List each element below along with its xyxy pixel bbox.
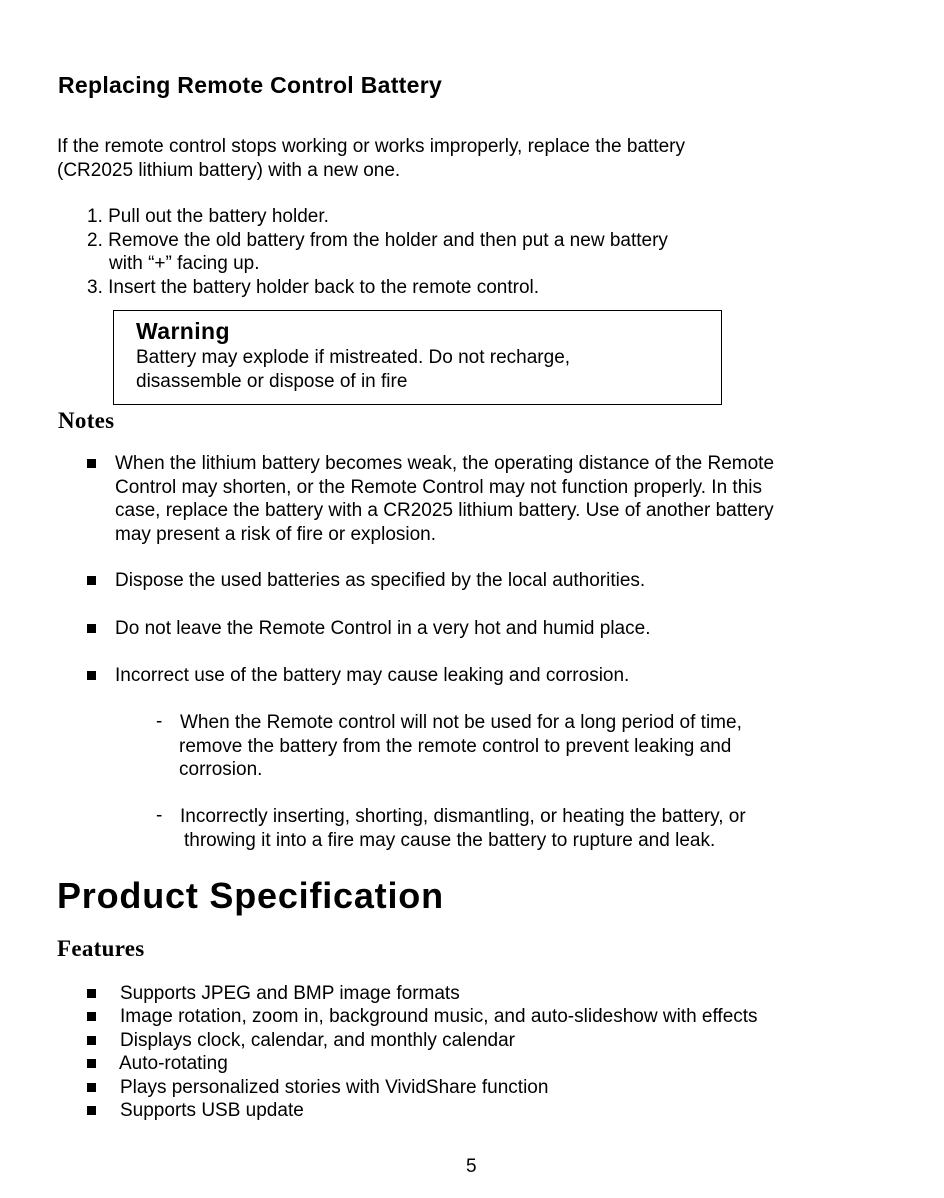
- note-1-line-4: may present a risk of fire or explosion.: [115, 523, 437, 545]
- feature-2: Image rotation, zoom in, background music, and auto-slideshow with effects: [120, 1006, 758, 1027]
- sub-item-1: [179, 711, 742, 782]
- bullet-square-icon: [87, 459, 96, 468]
- note-1-line-2: Control may shorten, or the Remote Control may not function properly. In this: [115, 476, 763, 498]
- note-2-line-1: Dispose the used batteries as specified by the local authorities.: [115, 570, 646, 591]
- bullet-square-icon: [87, 1059, 96, 1068]
- notes-heading: Notes: [58, 408, 115, 433]
- note-item-1: [115, 452, 774, 546]
- battery-steps-list: [87, 205, 668, 299]
- note-1-line-3: case, replace the battery with a CR2025 lithium battery. Use of another battery: [115, 500, 774, 521]
- bullet-square-icon: [87, 671, 96, 680]
- battery-intro-line-1: If the remote control stops working or works improperly, replace the battery: [57, 136, 685, 157]
- battery-intro: [57, 135, 685, 182]
- note-item-4: [115, 664, 629, 688]
- sub-item-2: [180, 805, 746, 852]
- note-item-3: [115, 617, 650, 641]
- bullet-square-icon: [87, 1106, 96, 1115]
- battery-section-title: Replacing Remote Control Battery: [58, 72, 443, 98]
- sub-2-line-2: throwing it into a fire may cause the battery to rupture and leak.: [184, 829, 716, 851]
- features-heading: Features: [57, 936, 145, 961]
- sub-1-line-1: When the Remote control will not be used for a long period of time,: [180, 712, 742, 733]
- page-number: 5: [466, 1156, 477, 1177]
- sub-1-line-2: remove the battery from the remote control to prevent leaking and: [179, 735, 732, 757]
- bullet-square-icon: [87, 576, 96, 585]
- feature-6: Supports USB update: [120, 1100, 304, 1121]
- note-4-line-1: Incorrect use of the battery may cause leaking and corrosion.: [115, 665, 630, 686]
- note-3-line-1: Do not leave the Remote Control in a very hot and humid place.: [115, 618, 651, 639]
- note-1-line-1: When the lithium battery becomes weak, the operating distance of the Remote: [115, 453, 775, 474]
- warning-line-1: Battery may explode if mistreated. Do not recharge,: [136, 347, 571, 368]
- spec-section-title: Product Specification: [57, 875, 444, 916]
- dash-marker: -: [156, 805, 163, 826]
- bullet-square-icon: [87, 624, 96, 633]
- bullet-square-icon: [87, 989, 96, 998]
- feature-5: Plays personalized stories with VividShare function: [120, 1077, 549, 1098]
- sub-1-line-3: corrosion.: [179, 759, 263, 780]
- battery-intro-line-2: (CR2025 lithium battery) with a new one.: [57, 159, 401, 181]
- feature-3: Displays clock, calendar, and monthly calendar: [120, 1030, 515, 1051]
- warning-box: [113, 310, 722, 405]
- dash-marker: -: [156, 711, 163, 732]
- step-2-continuation: with “+” facing up.: [109, 253, 260, 274]
- feature-1: Supports JPEG and BMP image formats: [120, 983, 460, 1004]
- bullet-square-icon: [87, 1083, 96, 1092]
- step-3: 3. Insert the battery holder back to the remote control.: [87, 276, 540, 298]
- feature-4: Auto-rotating: [119, 1053, 228, 1074]
- warning-text: [136, 346, 570, 394]
- step-1: 1. Pull out the battery holder.: [87, 206, 329, 227]
- step-2: 2. Remove the old battery from the holder and then put a new battery: [87, 229, 668, 251]
- warning-title: Warning: [136, 318, 230, 344]
- sub-2-line-1: Incorrectly inserting, shorting, dismantling, or heating the battery, or: [180, 806, 746, 827]
- note-item-2: [115, 569, 645, 593]
- bullet-square-icon: [87, 1012, 96, 1021]
- warning-line-2: disassemble or dispose of in fire: [136, 371, 408, 392]
- bullet-square-icon: [87, 1036, 96, 1045]
